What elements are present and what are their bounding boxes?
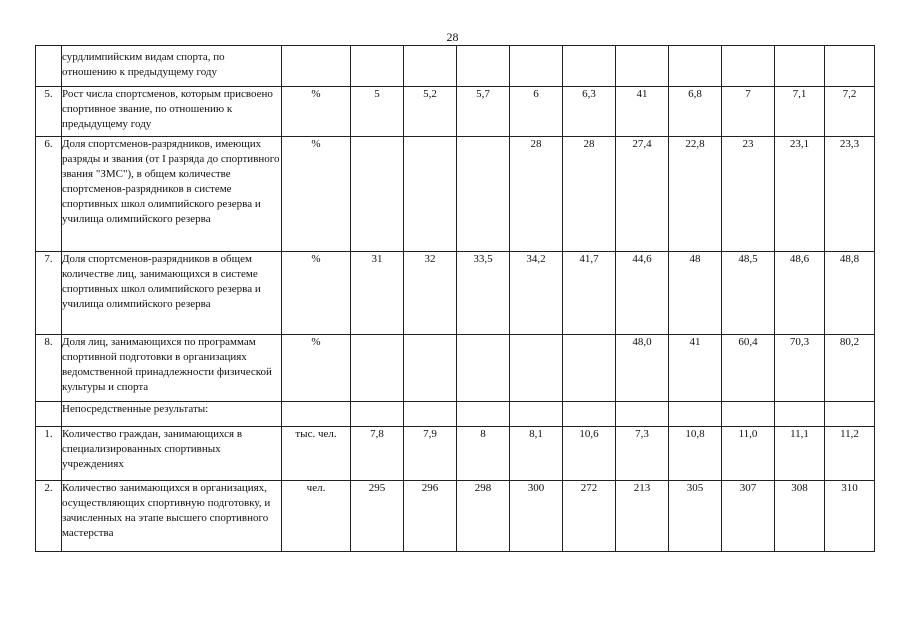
value-cell: 11,1: [775, 427, 825, 481]
value-cell: 48,6: [775, 252, 825, 335]
value-cell: 28: [510, 137, 563, 252]
row-number-cell: [36, 46, 62, 87]
value-cell: [563, 46, 616, 87]
value-cell: 7,2: [825, 87, 875, 137]
unit-cell: %: [282, 137, 351, 252]
value-cell: [457, 402, 510, 427]
value-cell: 305: [669, 481, 722, 552]
value-cell: 5,7: [457, 87, 510, 137]
value-cell: 213: [616, 481, 669, 552]
value-cell: 5,2: [404, 87, 457, 137]
value-cell: 34,2: [510, 252, 563, 335]
unit-cell: [282, 402, 351, 427]
value-cell: 23: [722, 137, 775, 252]
value-cell: [825, 46, 875, 87]
value-cell: 308: [775, 481, 825, 552]
value-cell: [563, 335, 616, 402]
value-cell: 310: [825, 481, 875, 552]
value-cell: 8: [457, 427, 510, 481]
value-cell: 295: [351, 481, 404, 552]
value-cell: [351, 46, 404, 87]
indicator-name-cell: Доля спортсменов-разрядников, имеющих разряды и звания (от I разряда до спортивного звания "ЗМС"), в общем количестве спортсменов-разрядников в системе спортивных школ олимпийского резерва и училища олимпийского резерва: [62, 137, 282, 252]
value-cell: 48: [669, 252, 722, 335]
value-cell: [775, 46, 825, 87]
value-cell: 8,1: [510, 427, 563, 481]
table-row: [36, 252, 875, 335]
unit-cell: %: [282, 87, 351, 137]
value-cell: [351, 335, 404, 402]
row-number-cell: [36, 402, 62, 427]
table-row: [36, 137, 875, 252]
value-cell: [457, 137, 510, 252]
value-cell: 296: [404, 481, 457, 552]
indicator-name-cell: Непосредственные результаты:: [62, 402, 282, 427]
value-cell: [616, 46, 669, 87]
value-cell: 27,4: [616, 137, 669, 252]
table-row: [36, 481, 875, 552]
value-cell: [457, 335, 510, 402]
value-cell: 31: [351, 252, 404, 335]
value-cell: 7,1: [775, 87, 825, 137]
value-cell: 7,3: [616, 427, 669, 481]
value-cell: 10,8: [669, 427, 722, 481]
page-number: 28: [446, 30, 459, 44]
row-number-cell: 5.: [36, 87, 62, 137]
indicator-name-cell: Доля спортсменов-разрядников в общем количестве лиц, занимающихся в системе спортивных школ олимпийского резерва и училища олимпийского резерва: [62, 252, 282, 335]
row-number-cell: 7.: [36, 252, 62, 335]
value-cell: 11,2: [825, 427, 875, 481]
value-cell: 11,0: [722, 427, 775, 481]
value-cell: [351, 402, 404, 427]
value-cell: [404, 137, 457, 252]
table-row: [36, 46, 875, 87]
table-body: [36, 46, 875, 552]
value-cell: 6: [510, 87, 563, 137]
value-cell: 22,8: [669, 137, 722, 252]
value-cell: 48,8: [825, 252, 875, 335]
unit-cell: тыс. чел.: [282, 427, 351, 481]
indicator-name-cell: Количество граждан, занимающихся в специализированных спортивных учреждениях: [62, 427, 282, 481]
value-cell: 307: [722, 481, 775, 552]
value-cell: 7,9: [404, 427, 457, 481]
value-cell: 272: [563, 481, 616, 552]
value-cell: 60,4: [722, 335, 775, 402]
value-cell: 23,1: [775, 137, 825, 252]
value-cell: [722, 402, 775, 427]
value-cell: [722, 46, 775, 87]
value-cell: 48,5: [722, 252, 775, 335]
value-cell: 23,3: [825, 137, 875, 252]
value-cell: [351, 137, 404, 252]
value-cell: 33,5: [457, 252, 510, 335]
table-row: [36, 427, 875, 481]
value-cell: 6,8: [669, 87, 722, 137]
value-cell: 70,3: [775, 335, 825, 402]
value-cell: [510, 46, 563, 87]
value-cell: [510, 335, 563, 402]
value-cell: 48,0: [616, 335, 669, 402]
value-cell: [457, 46, 510, 87]
value-cell: [563, 402, 616, 427]
table-row: [36, 402, 875, 427]
value-cell: 298: [457, 481, 510, 552]
value-cell: 6,3: [563, 87, 616, 137]
value-cell: 41: [616, 87, 669, 137]
value-cell: [404, 46, 457, 87]
value-cell: [404, 335, 457, 402]
row-number-cell: 8.: [36, 335, 62, 402]
indicators-table: [35, 45, 875, 552]
value-cell: [669, 402, 722, 427]
value-cell: [404, 402, 457, 427]
value-cell: [616, 402, 669, 427]
indicator-name-cell: Рост числа спортсменов, которым присвоено спортивное звание, по отношению к предыдущему году: [62, 87, 282, 137]
value-cell: 10,6: [563, 427, 616, 481]
value-cell: [510, 402, 563, 427]
value-cell: 41: [669, 335, 722, 402]
value-cell: 5: [351, 87, 404, 137]
row-number-cell: 2.: [36, 481, 62, 552]
value-cell: [825, 402, 875, 427]
value-cell: 7,8: [351, 427, 404, 481]
value-cell: 7: [722, 87, 775, 137]
value-cell: 28: [563, 137, 616, 252]
unit-cell: %: [282, 335, 351, 402]
row-number-cell: 6.: [36, 137, 62, 252]
value-cell: 300: [510, 481, 563, 552]
value-cell: 80,2: [825, 335, 875, 402]
value-cell: 32: [404, 252, 457, 335]
indicator-name-cell: Количество занимающихся в организациях, осуществляющих спортивную подготовку, и зачисленных на этапе высшего спортивного мастерства: [62, 481, 282, 552]
unit-cell: [282, 46, 351, 87]
unit-cell: чел.: [282, 481, 351, 552]
indicator-name-cell: Доля лиц, занимающихся по программам спортивной подготовки в организациях ведомственной принадлежности физической культуры и спорта: [62, 335, 282, 402]
value-cell: [775, 402, 825, 427]
unit-cell: %: [282, 252, 351, 335]
table-row: [36, 87, 875, 137]
value-cell: 44,6: [616, 252, 669, 335]
indicator-name-cell: сурдлимпийским видам спорта, по отношению к предыдущему году: [62, 46, 282, 87]
table-row: [36, 335, 875, 402]
row-number-cell: 1.: [36, 427, 62, 481]
value-cell: [669, 46, 722, 87]
value-cell: 41,7: [563, 252, 616, 335]
